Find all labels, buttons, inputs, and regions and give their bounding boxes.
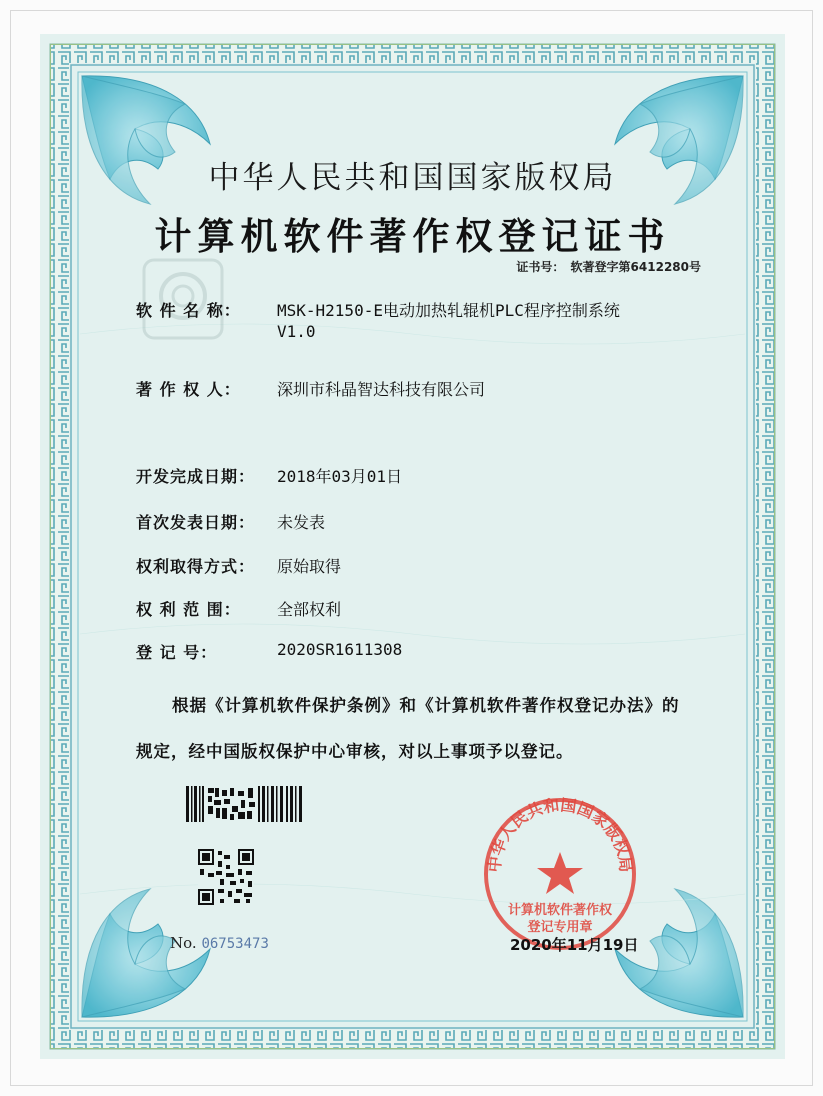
seal-ring-text: 中华人民共和国国家版权局 xyxy=(484,795,636,874)
certificate-title: 计算机软件著作权登记证书 xyxy=(154,215,671,258)
serial-number-value: 06753473 xyxy=(201,936,269,952)
barcode xyxy=(186,786,304,822)
scope-value: 全部权利 xyxy=(277,600,342,619)
owner-label: 著 作 权 人： xyxy=(136,380,241,399)
reg-no-row xyxy=(136,640,403,663)
serial-number xyxy=(170,934,269,952)
reg-no-value: 2020SR1611308 xyxy=(277,640,403,659)
reg-no-label: 登 记 号： xyxy=(136,643,218,662)
pub-date-label: 首次发表日期： xyxy=(136,513,256,532)
software-name-row xyxy=(136,298,620,321)
acquire-row xyxy=(136,554,342,577)
seal-inner-line1: 计算机软件著作权 xyxy=(507,903,613,918)
statement-line-1: 根据《计算机软件保护条例》和《计算机软件著作权登记办法》的 xyxy=(172,696,680,715)
seal-inner-line2: 登记专用章 xyxy=(527,920,593,935)
pub-date-value: 未发表 xyxy=(277,513,326,532)
acquire-value: 原始取得 xyxy=(277,557,342,576)
certificate-number xyxy=(514,258,701,275)
software-name-value: MSK-H2150-E电动加热轧辊机PLC程序控制系统 xyxy=(277,301,620,320)
software-version: V1.0 xyxy=(277,322,316,341)
owner-row xyxy=(136,377,486,400)
issue-date: 2020年11月19日 xyxy=(510,936,639,954)
acquire-label: 权利取得方式： xyxy=(136,557,256,576)
cert-no-value: 软著登字第6412280号 xyxy=(570,260,701,274)
official-seal xyxy=(480,794,640,954)
dev-date-row xyxy=(136,464,403,487)
cert-no-label: 证书号： xyxy=(516,260,565,274)
scope-label: 权 利 范 围： xyxy=(136,600,241,619)
software-name-label: 软 件 名 称： xyxy=(136,301,241,320)
issuer-title: 中华人民共和国国家版权局 xyxy=(208,160,617,196)
scope-row xyxy=(136,597,342,620)
dev-date-label: 开发完成日期： xyxy=(136,467,256,486)
statement-line-2: 规定，经中国版权保护中心审核，对以上事项予以登记。 xyxy=(136,742,574,761)
pub-date-row xyxy=(136,510,326,533)
dev-date-value: 2018年03月01日 xyxy=(277,467,403,486)
qr-code xyxy=(198,849,254,905)
owner-value: 深圳市科晶智达科技有限公司 xyxy=(277,380,486,399)
certificate-sheet xyxy=(40,34,785,1059)
serial-number-label: No. xyxy=(170,934,197,952)
